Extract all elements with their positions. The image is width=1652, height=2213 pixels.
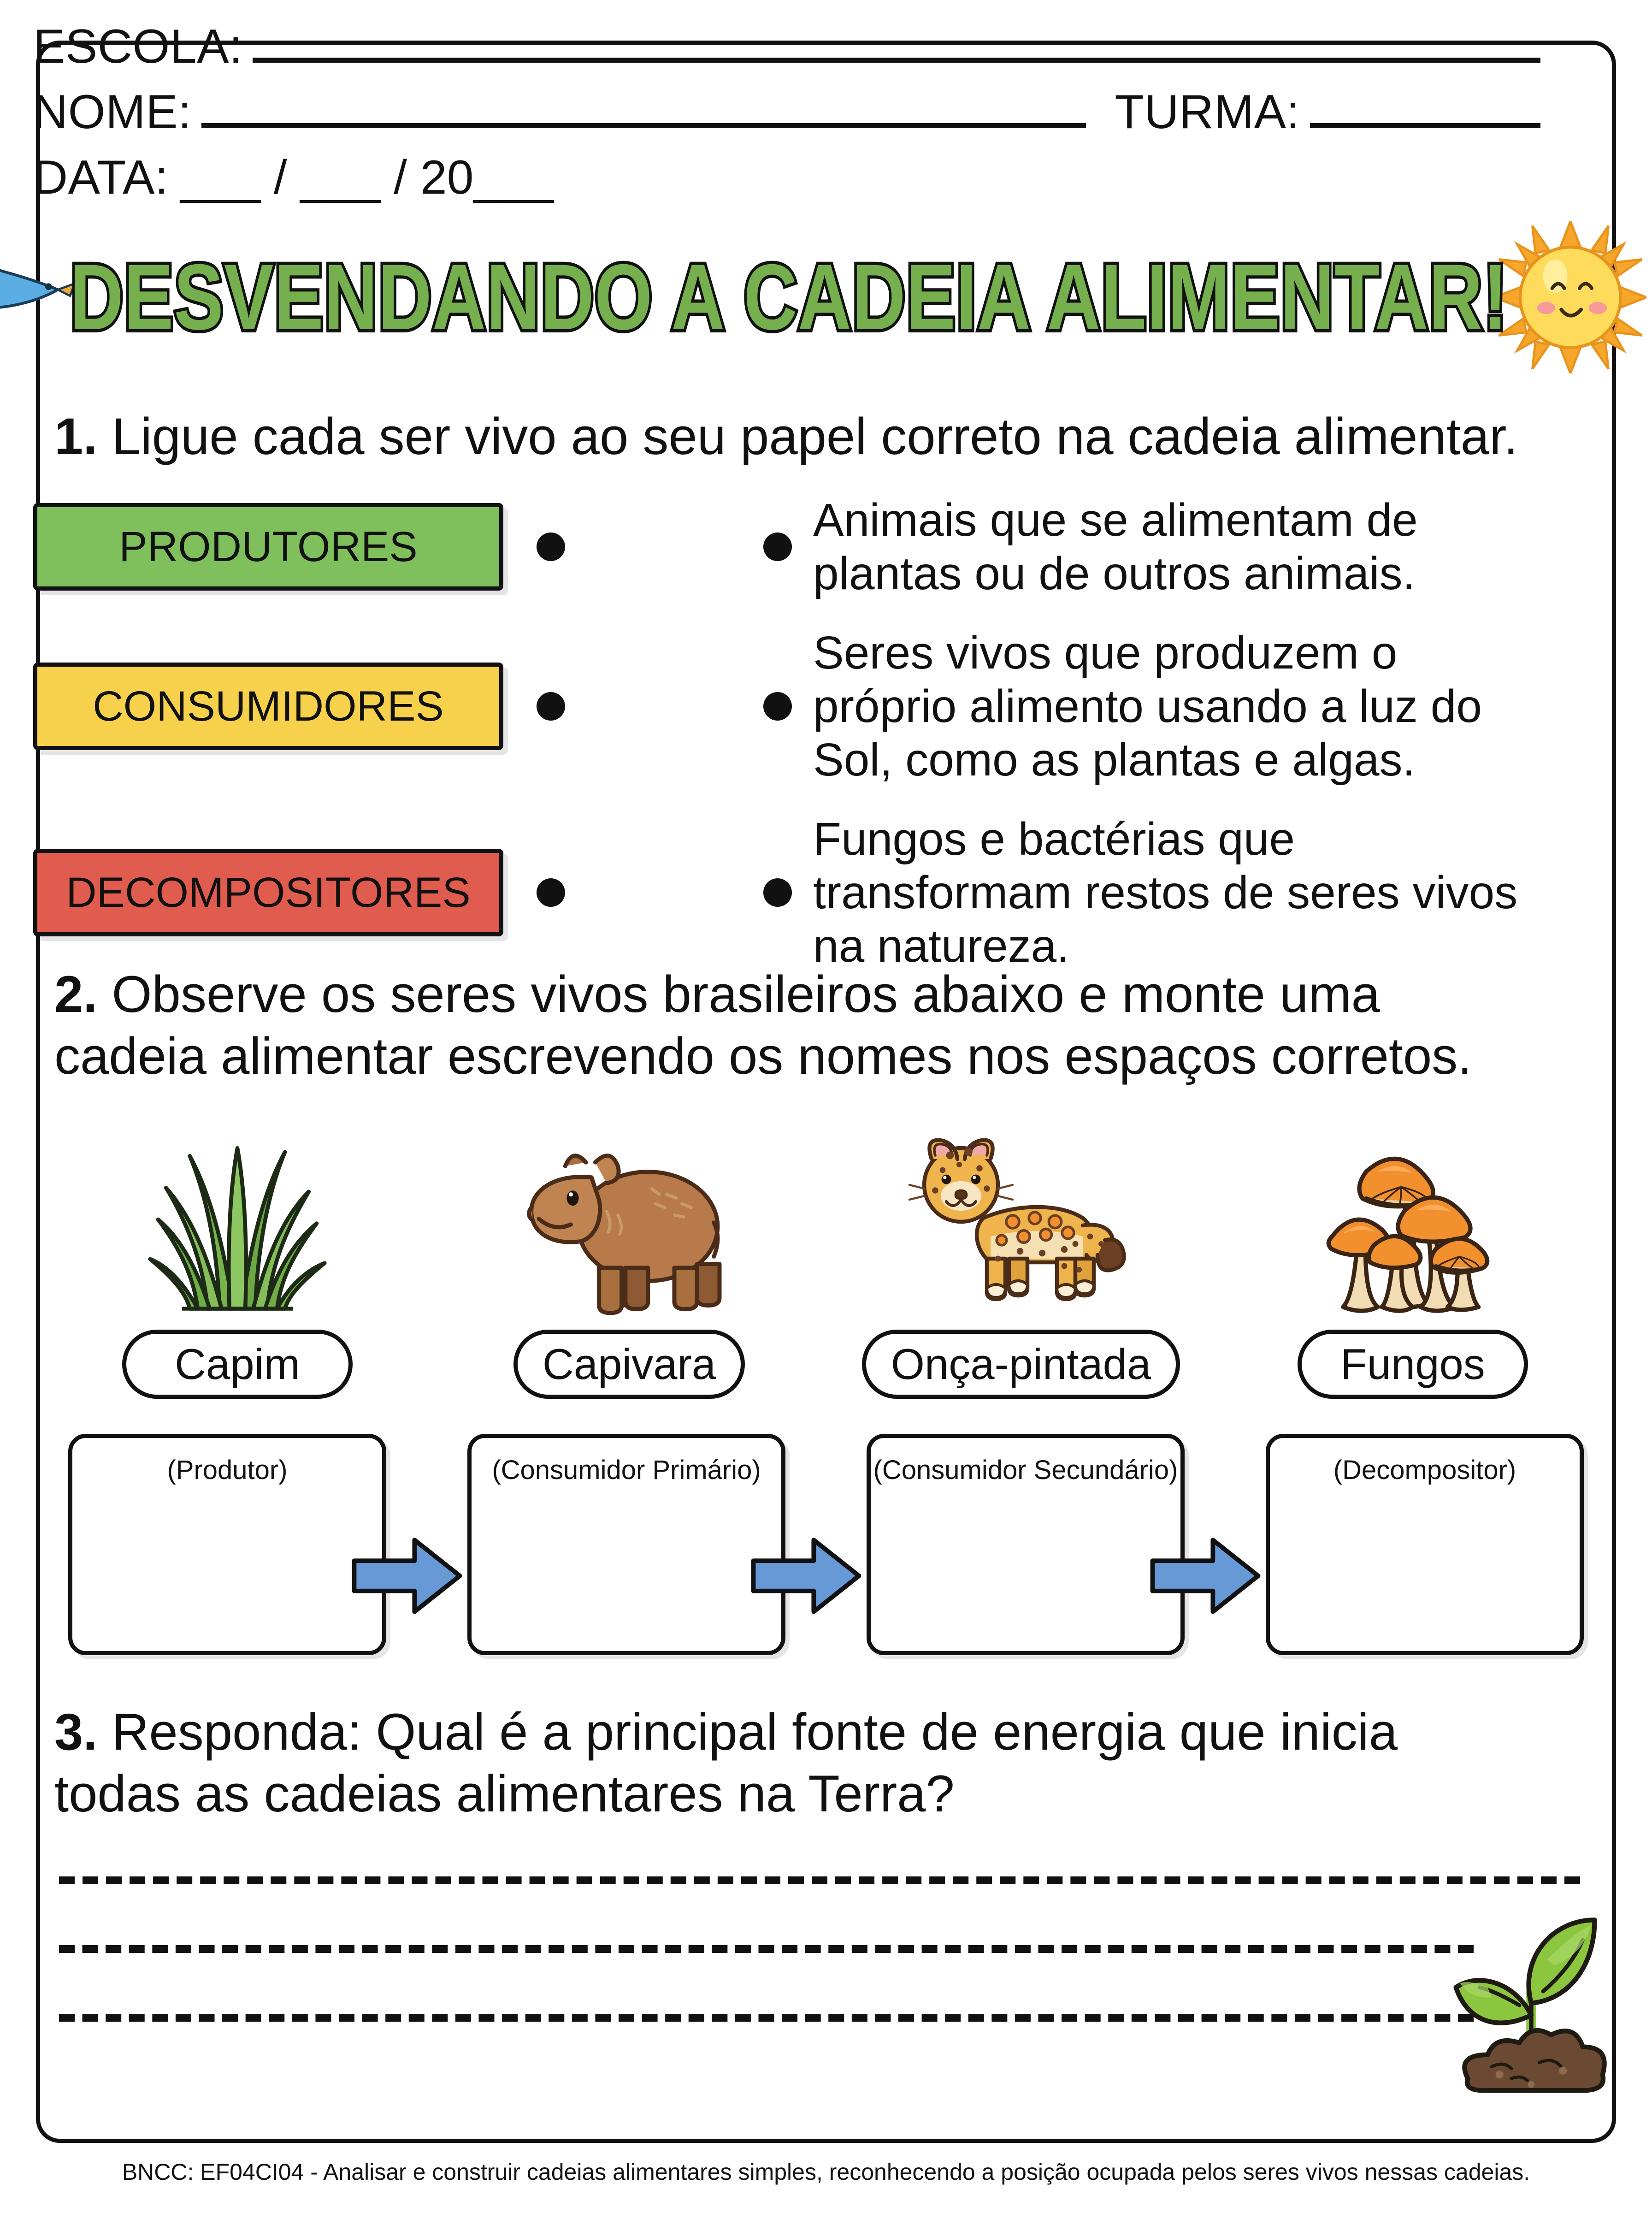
- grass-icon: [138, 1120, 336, 1319]
- organism-name-pill: [513, 1330, 745, 1399]
- date-label: DATA:: [33, 151, 169, 204]
- school-input-line[interactable]: [253, 58, 1540, 63]
- category-label: DECOMPOSITORES: [66, 869, 471, 916]
- organism-name: Capim: [175, 1340, 300, 1388]
- organism-name-pill: [862, 1330, 1180, 1399]
- title-banner: [33, 221, 1540, 373]
- match-dot-right-1[interactable]: [763, 533, 792, 561]
- answer-line-2[interactable]: [59, 1945, 1474, 1953]
- match-dot-left-produtores[interactable]: [537, 533, 565, 561]
- class-input-line[interactable]: [1310, 123, 1540, 128]
- answer-lines-group: [59, 1876, 1580, 2083]
- definition-row-1: [763, 493, 1545, 600]
- chain-slot-4[interactable]: [1266, 1434, 1584, 1655]
- match-dot-left-decompositores[interactable]: [537, 878, 565, 907]
- answer-line-3[interactable]: [59, 2014, 1474, 2022]
- answer-line-1[interactable]: [59, 1876, 1580, 1884]
- match-dot-right-3[interactable]: [763, 878, 792, 907]
- exercise2-number: 2.: [54, 965, 98, 1023]
- food-chain-builder: [68, 1434, 1585, 1655]
- school-field-row: [33, 19, 1540, 80]
- definition-text-2: Seres vivos que produzem o próprio alimento usando a luz do Sol, como as plantas e algas.: [813, 627, 1482, 786]
- organism-capivara: [452, 1079, 807, 1399]
- match-row-consumidores: [33, 626, 1545, 787]
- date-input-pattern[interactable]: ___ / ___ / 20___: [180, 151, 554, 204]
- organism-name-pill: [1298, 1330, 1528, 1399]
- organism-onca-pintada: [844, 1079, 1198, 1399]
- name-input-line[interactable]: [201, 123, 1086, 128]
- definition-text-1: Animais que se alimentam de plantas ou de outros animais.: [813, 494, 1418, 599]
- match-row-decompositores: [33, 812, 1545, 973]
- chain-slot-3[interactable]: [867, 1434, 1185, 1655]
- organism-art: [138, 1079, 336, 1319]
- chain-slot-label-4: (Decompositor): [1333, 1455, 1516, 1485]
- organism-name-pill: [122, 1330, 353, 1399]
- category-box-consumidores[interactable]: [33, 663, 503, 750]
- chain-slot-label-1: (Produtor): [167, 1455, 288, 1485]
- date-field-row: [33, 150, 1540, 211]
- chain-slot-2[interactable]: [467, 1434, 785, 1655]
- class-label: TURMA:: [1115, 85, 1300, 139]
- name-label: NOME:: [33, 85, 192, 139]
- chain-slot-label-2: (Consumidor Primário): [492, 1455, 761, 1485]
- category-box-produtores[interactable]: [33, 503, 503, 591]
- chain-slot-label-3: (Consumidor Secundário): [873, 1455, 1178, 1485]
- match-row-produtores: [33, 493, 1545, 600]
- exercise1-prompt-text: Ligue cada ser vivo ao seu papel correto na cadeia alimentar.: [112, 408, 1518, 465]
- name-class-field-row: [33, 85, 1540, 146]
- school-label: ESCOLA:: [33, 20, 243, 73]
- match-dot-left-consumidores[interactable]: [537, 692, 565, 721]
- organism-art: [516, 1079, 742, 1319]
- chain-slot-1[interactable]: [68, 1434, 386, 1655]
- exercise3-prompt: [54, 1701, 1520, 1825]
- exercise3-number: 3.: [54, 1703, 98, 1761]
- category-label: PRODUTORES: [119, 523, 418, 570]
- matching-exercise: [33, 493, 1545, 999]
- exercise3-prompt-text: Responda: Qual é a principal fonte de energia que inicia todas as cadeias alimentares na Terra?: [54, 1703, 1398, 1823]
- definition-row-2: [763, 626, 1545, 787]
- exercise2-prompt: [54, 964, 1525, 1088]
- jaguar-icon: [906, 1125, 1136, 1319]
- exercise1-number: 1.: [54, 408, 98, 465]
- mushroom-icon: [1316, 1125, 1510, 1319]
- sprout-icon: [1430, 1904, 1633, 2102]
- organism-art: [906, 1079, 1136, 1319]
- exercise1-prompt: [54, 406, 1529, 467]
- organism-name: Capivara: [542, 1340, 716, 1388]
- student-identification-block: [33, 19, 1540, 216]
- worksheet-title: DESVENDANDO A CADEIA ALIMENTAR!: [70, 245, 1509, 349]
- organism-art: [1316, 1079, 1510, 1319]
- organism-name: Fungos: [1340, 1340, 1485, 1388]
- chain-arrow-2-icon: [749, 1534, 864, 1617]
- capybara-icon: [516, 1134, 742, 1319]
- sun-icon: [1494, 221, 1646, 373]
- organism-fungos: [1235, 1079, 1590, 1399]
- category-box-decompositores[interactable]: [33, 849, 503, 936]
- exercise2-prompt-text: Observe os seres vivos brasileiros abaixo e monte uma cadeia alimentar escrevendo os nomes nos espaços corretos.: [54, 965, 1472, 1085]
- bncc-footer: BNCC: EF04CI04 - Analisar e construir cadeias alimentares simples, reconhecendo a posição ocupada pelos seres vivos nessas cadeias.: [122, 2159, 1530, 2185]
- definition-text-3: Fungos e bactérias que transformam restos de seres vivos na natureza.: [813, 813, 1518, 972]
- category-label: CONSUMIDORES: [93, 682, 444, 730]
- organism-capim: [60, 1079, 415, 1399]
- organism-gallery: [60, 1079, 1590, 1399]
- chain-arrow-1-icon: [349, 1534, 465, 1617]
- chain-arrow-3-icon: [1148, 1534, 1263, 1617]
- definition-row-3: [763, 812, 1545, 973]
- organism-name: Onça-pintada: [891, 1340, 1151, 1388]
- match-dot-right-2[interactable]: [763, 692, 792, 721]
